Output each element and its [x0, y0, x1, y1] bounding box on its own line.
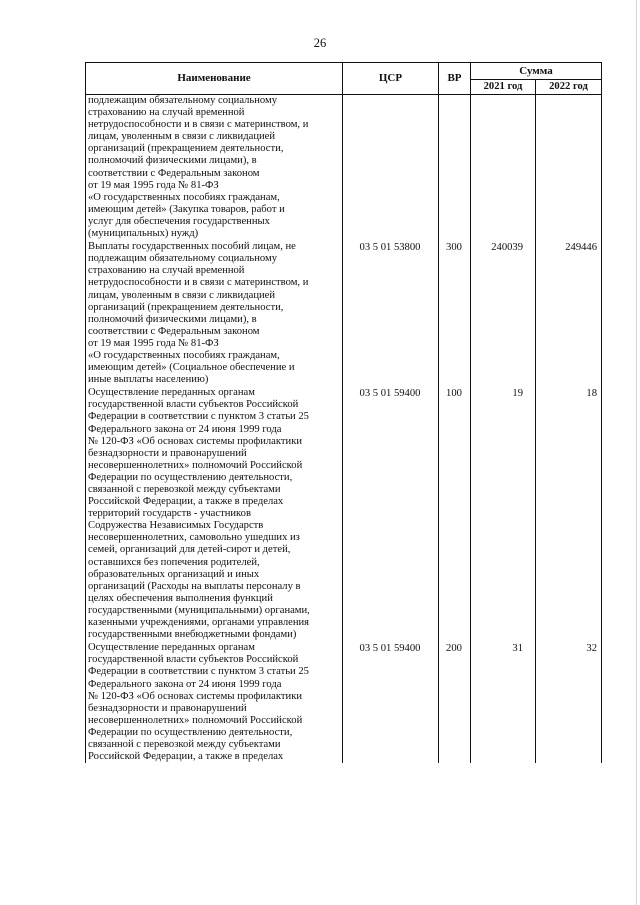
name-line: связанной с перевозкой между субъектами — [88, 738, 281, 750]
name-line: подлежащим обязательному социальному — [88, 95, 278, 106]
name-line: страхованию на случай временной — [88, 107, 245, 119]
name-line: Федерации в соответствии с пунктом 3 статьи 25 — [88, 666, 309, 678]
name-line: лицам, уволенным в связи с ликвидацией — [88, 131, 276, 143]
cell-csr: 03 5 01 59400 — [343, 386, 439, 641]
name-line: целях обеспечения выполнения функций — [88, 592, 273, 604]
table-row — [86, 641, 602, 763]
header-name: Наименование — [86, 63, 343, 95]
name-line: Федерации по осуществлению деятельности, — [88, 726, 293, 738]
name-line: безнадзорности и правонарушений — [88, 447, 247, 459]
name-line: иные выплаты населению) — [88, 374, 209, 386]
name-line: от 19 мая 1995 года № 81-ФЗ — [88, 337, 219, 349]
name-line: Осуществление переданных органам — [88, 642, 255, 654]
header-csr: ЦСР — [343, 63, 439, 95]
name-line: Федерации в соответствии с пунктом 3 статьи 25 — [88, 411, 309, 423]
name-line: Федерального закона от 24 июня 1999 года — [88, 423, 282, 435]
name-line: «О государственных пособиях гражданам, — [88, 349, 280, 361]
page-edge — [636, 0, 637, 905]
cell-2022: 18 — [536, 386, 602, 641]
name-line: № 120-ФЗ «Об основах системы профилактики — [88, 435, 303, 447]
name-line: семей, организаций для детей-сирот и детей, — [88, 544, 291, 556]
cell-2022 — [536, 95, 602, 241]
name-line: Федерации по осуществлению деятельности, — [88, 471, 293, 483]
cell-2021: 240039 — [471, 240, 536, 386]
cell-vr — [439, 95, 471, 241]
name-line: государственной власти субъектов Российской — [88, 399, 299, 411]
name-line: Федерального закона от 24 июня 1999 года — [88, 678, 282, 690]
name-line: Российской Федерации, а также в пределах — [88, 496, 284, 508]
cell-vr: 300 — [439, 240, 471, 386]
name-line: Осуществление переданных органам — [88, 387, 255, 399]
cell-name — [86, 95, 343, 241]
name-line: организаций (прекращением деятельности, — [88, 143, 284, 155]
name-line: соответствии с Федеральным законом — [88, 167, 260, 179]
table-row — [86, 240, 602, 386]
name-line: полномочий физическими лицами), в — [88, 155, 257, 167]
name-line: № 120-ФЗ «Об основах системы профилактики — [88, 690, 303, 702]
name-line: полномочий физическими лицами), в — [88, 313, 257, 325]
cell-vr: 200 — [439, 641, 471, 763]
name-line: услуг для обеспечения государственных — [88, 215, 270, 227]
name-line: Выплаты государственных пособий лицам, не — [88, 241, 296, 253]
cell-2021 — [471, 95, 536, 241]
table-row — [86, 95, 602, 241]
name-line: Содружества Независимых Государств — [88, 520, 264, 532]
cell-name — [86, 641, 343, 763]
name-line: оставшихся без попечения родителей, — [88, 556, 260, 568]
cell-2022: 249446 — [536, 240, 602, 386]
name-line: (муниципальных) нужд) — [88, 228, 199, 240]
cell-name — [86, 386, 343, 641]
cell-name — [86, 240, 343, 386]
cell-csr: 03 5 01 53800 — [343, 240, 439, 386]
name-line: связанной с перевозкой между субъектами — [88, 484, 281, 495]
name-line: страхованию на случай временной — [88, 265, 245, 277]
table-header — [86, 63, 602, 95]
name-line: государственными внебюджетными фондами) — [88, 629, 297, 641]
name-line: государственной власти субъектов Российской — [88, 654, 299, 666]
name-line: организаций (прекращением деятельности, — [88, 301, 284, 313]
budget-table — [85, 62, 602, 763]
name-line: безнадзорности и правонарушений — [88, 702, 247, 714]
header-year-2021: 2021 год — [471, 79, 536, 94]
name-line: несовершеннолетних» полномочий Российской — [88, 714, 303, 726]
name-line: нетрудоспособности и в связи с материнством, и — [88, 119, 309, 131]
name-line: соответствии с Федеральным законом — [88, 325, 260, 337]
header-vr: ВР — [439, 63, 471, 95]
name-line: несовершеннолетних, самовольно ушедших из — [88, 532, 300, 544]
name-line: казенными учреждениями, органами управления — [88, 617, 310, 629]
cell-2021: 31 — [471, 641, 536, 763]
name-line: подлежащим обязательному социальному — [88, 253, 278, 265]
name-line: имеющим детей» (Социальное обеспечение и — [88, 362, 295, 374]
name-line: лицам, уволенным в связи с ликвидацией — [88, 289, 276, 301]
page-number: 26 — [313, 36, 327, 50]
name-line: государственными (муниципальными) органами, — [88, 604, 310, 616]
cell-2021: 19 — [471, 386, 536, 641]
table-body — [86, 95, 602, 764]
name-line: территорий государств - участников — [88, 508, 251, 520]
name-line: образовательных организаций и иных — [88, 568, 260, 580]
cell-csr — [343, 95, 439, 241]
header-sum: Сумма — [471, 63, 602, 80]
table-row — [86, 386, 602, 641]
name-line: организаций (Расходы на выплаты персоналу в — [88, 580, 301, 592]
name-line: несовершеннолетних» полномочий Российской — [88, 459, 303, 471]
name-line: нетрудоспособности и в связи с материнством, и — [88, 277, 309, 289]
header-year-2022: 2022 год — [536, 79, 602, 94]
cell-vr: 100 — [439, 386, 471, 641]
cell-2022: 32 — [536, 641, 602, 763]
name-line: имеющим детей» (Закупка товаров, работ и — [88, 203, 285, 215]
name-line: Российской Федерации, а также в пределах — [88, 751, 284, 763]
cell-csr: 03 5 01 59400 — [343, 641, 439, 763]
name-line: «О государственных пособиях гражданам, — [88, 191, 280, 203]
name-line: от 19 мая 1995 года № 81-ФЗ — [88, 179, 219, 191]
